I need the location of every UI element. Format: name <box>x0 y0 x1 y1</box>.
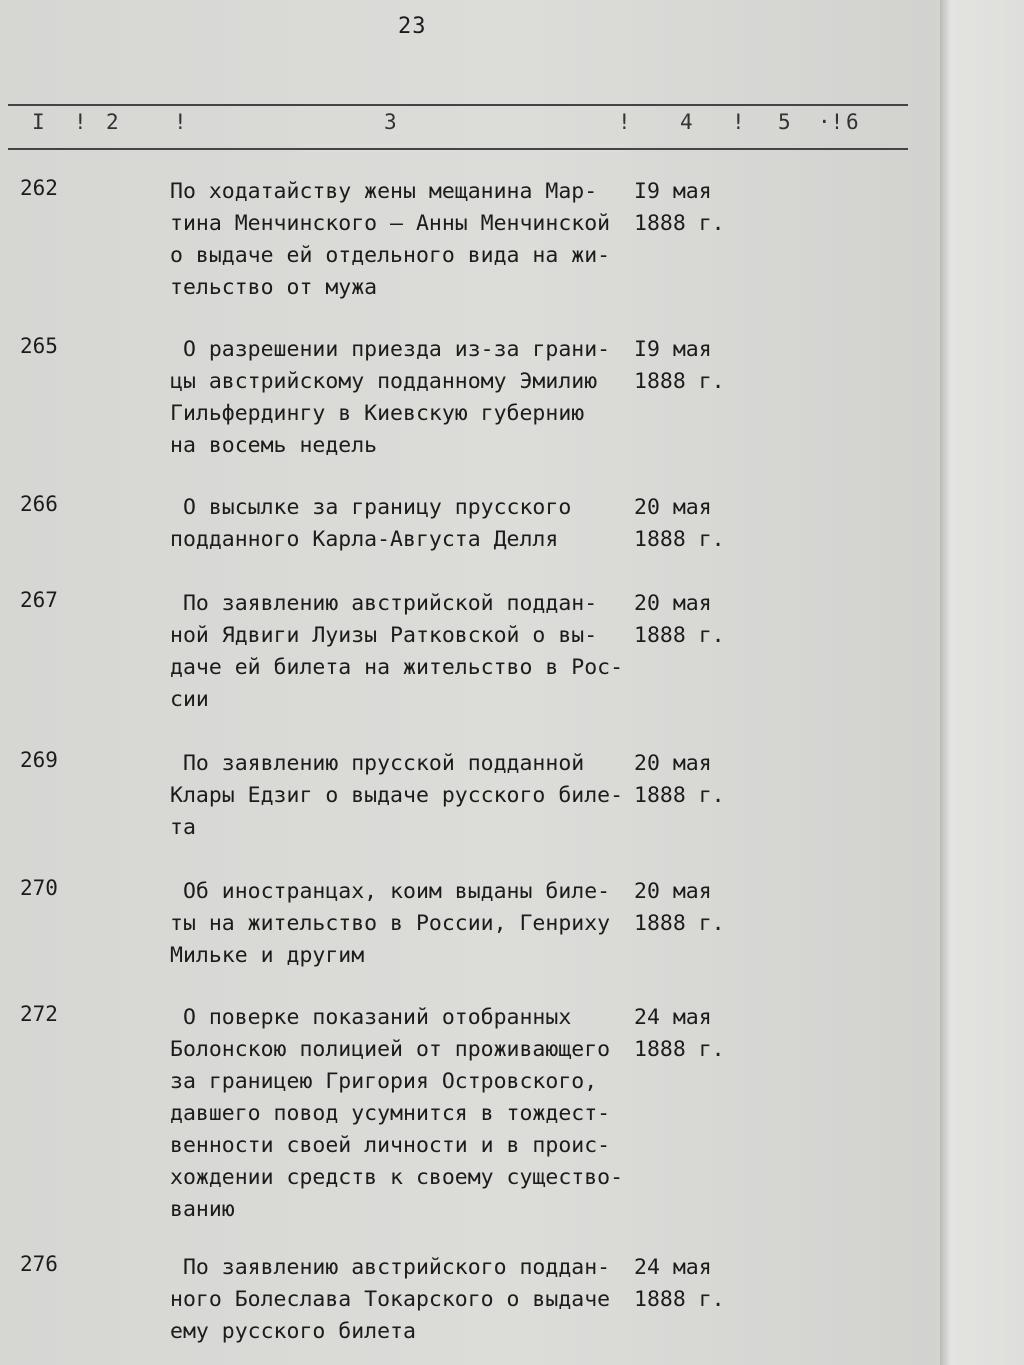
entry-date: 20 мая 1888 г. <box>634 591 725 648</box>
entry-number: 270 <box>20 876 58 900</box>
column-header-5: 5 <box>778 110 791 134</box>
entry-date: I9 мая 1888 г. <box>634 179 725 236</box>
column-separator: ·! <box>818 110 844 134</box>
entry-description: По заявлению прусской подданной Клары Едзиг о выдаче русского биле- та <box>170 751 624 840</box>
column-header-2: 2 <box>106 110 119 134</box>
column-separator: ! <box>74 110 87 134</box>
entry-number: 262 <box>20 176 58 200</box>
column-header-4: 4 <box>680 110 693 134</box>
entry-date: 24 мая 1888 г. <box>634 1255 725 1312</box>
entry-date: 24 мая 1888 г. <box>634 1005 725 1062</box>
entry-number: 269 <box>20 748 58 772</box>
page-number: 23 <box>398 14 427 39</box>
entry-date: 20 мая 1888 г. <box>634 879 725 936</box>
entry-description: По ходатайству жены мещанина Мар- тина Менчинского – Анны Менчинской о выдаче ей отдельного вида на жи- тельство от мужа <box>170 179 611 300</box>
entry-date: I9 мая 1888 г. <box>634 337 725 394</box>
header-rule-top <box>8 104 908 106</box>
entry-number: 276 <box>20 1252 58 1276</box>
entry-description: По заявлению австрийской поддан- ной Ядвиги Луизы Ратковской о вы- даче ей билета на жительство в Рос- сии <box>170 591 624 712</box>
entry-description: Об иностранцах, коим выданы биле- ты на жительство в России, Генриху Мильке и другим <box>170 879 611 968</box>
column-separator: ! <box>174 110 187 134</box>
entry-number: 266 <box>20 492 58 516</box>
entry-description: По заявлению австрийского поддан- ного Болеслава Токарского о выдаче ему русского билета <box>170 1255 611 1344</box>
entry-description: О разрешении приезда из-за грани- цы австрийскому подданному Эмилию Гильфердингу в Киевскую губернию на восемь недель <box>170 337 611 458</box>
entry-date: 20 мая 1888 г. <box>634 751 725 808</box>
entry-description: О поверке показаний отобранных Болонскою полицией от проживающего за границею Григория Островского, давшего повод усумнится в тождест- венности своей личности и в проис- хождении средств к своему существо- ванию <box>170 1005 624 1222</box>
column-header-1: I <box>32 110 45 134</box>
column-separator: ! <box>618 110 631 134</box>
entry-number: 272 <box>20 1002 58 1026</box>
entry-date: 20 мая 1888 г. <box>634 495 725 552</box>
column-separator: ! <box>732 110 745 134</box>
entry-description: О высылке за границу прусского подданного Карла-Августа Делля <box>170 495 572 552</box>
header-rule-bottom <box>8 148 908 150</box>
entry-number: 265 <box>20 334 58 358</box>
entry-number: 267 <box>20 588 58 612</box>
column-header-3: 3 <box>384 110 397 134</box>
next-page-edge <box>940 0 1024 1365</box>
column-header-6: 6 <box>846 110 859 134</box>
